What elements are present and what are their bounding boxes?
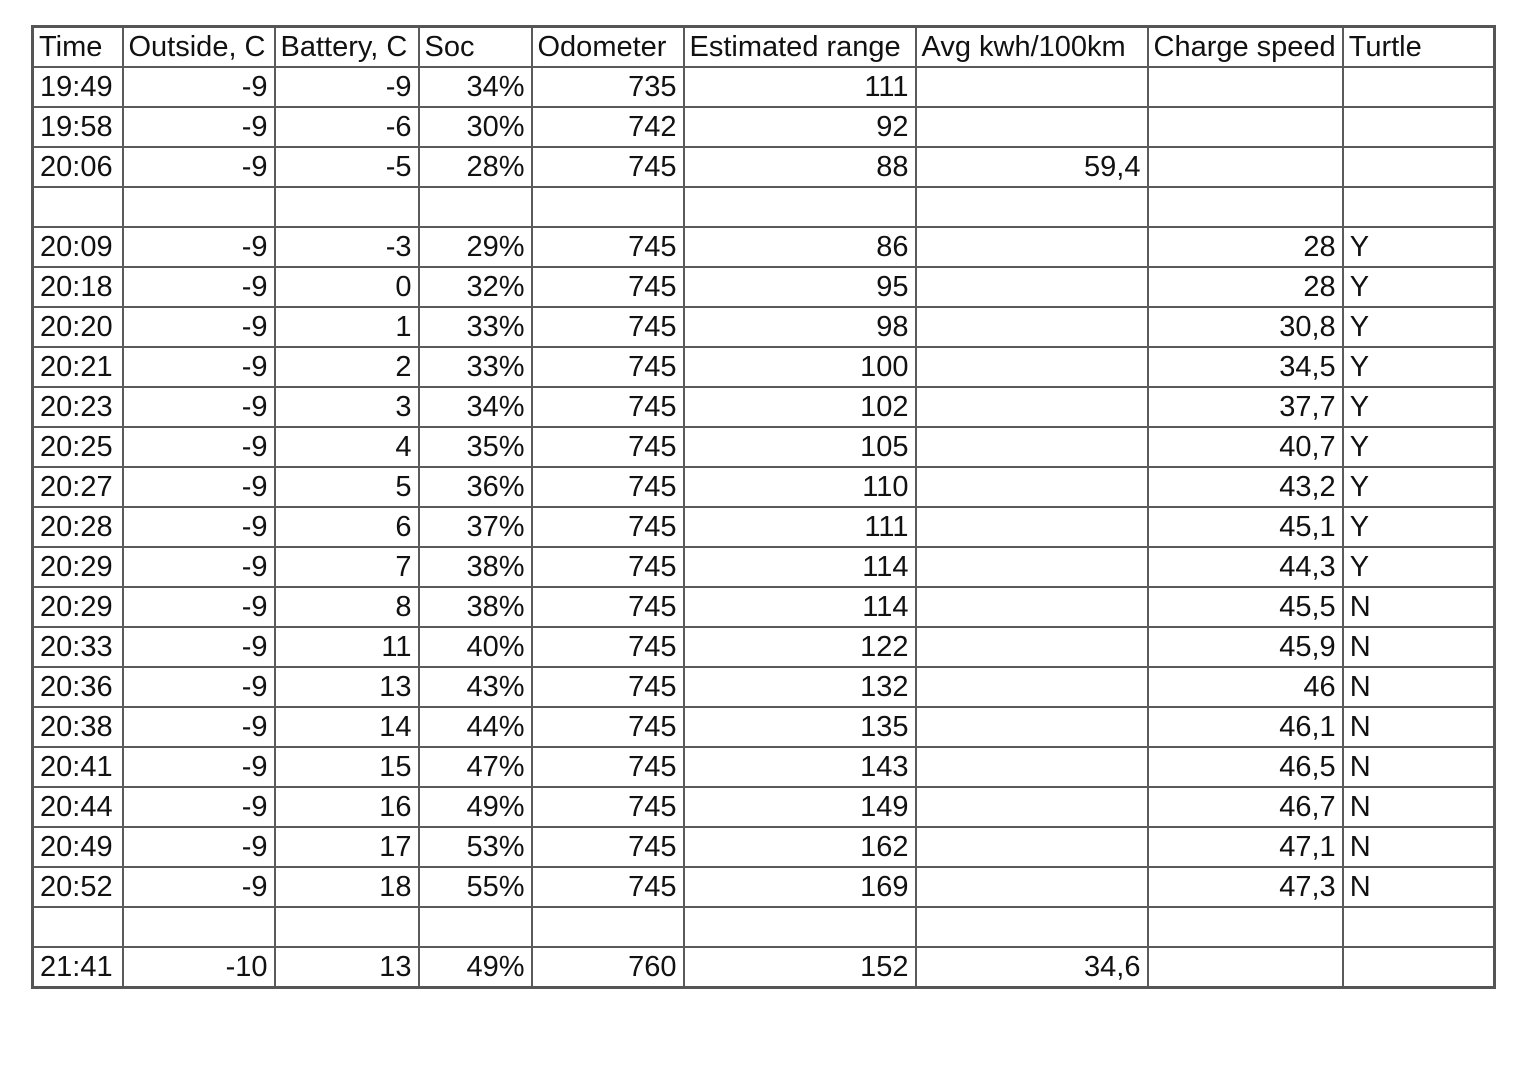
cell-battery-temp: 13	[275, 947, 419, 988]
cell-outside-temp: -9	[123, 507, 275, 547]
cell-estimated-range: 162	[684, 827, 916, 867]
cell-estimated-range: 105	[684, 427, 916, 467]
cell-estimated-range: 143	[684, 747, 916, 787]
cell-turtle: N	[1343, 667, 1495, 707]
cell-turtle: Y	[1343, 387, 1495, 427]
cell-soc: 34%	[419, 67, 532, 107]
cell-soc: 47%	[419, 747, 532, 787]
cell-battery-temp: 4	[275, 427, 419, 467]
cell-soc: 55%	[419, 867, 532, 907]
cell-soc: 49%	[419, 947, 532, 988]
cell-soc: 40%	[419, 627, 532, 667]
cell-battery-temp: 7	[275, 547, 419, 587]
cell-battery-temp: 6	[275, 507, 419, 547]
cell-turtle: N	[1343, 587, 1495, 627]
table-row	[33, 827, 1495, 867]
cell-time: 19:58	[33, 107, 123, 147]
cell-charge-speed: 47,3	[1148, 867, 1343, 907]
header-avg-consumption: Avg kwh/100km	[916, 27, 1148, 68]
cell-time: 20:23	[33, 387, 123, 427]
cell-odometer: 745	[532, 427, 684, 467]
cell-charge-speed: 37,7	[1148, 387, 1343, 427]
cell-avg-consumption	[916, 787, 1148, 827]
cell-charge-speed: 45,9	[1148, 627, 1343, 667]
cell-avg-consumption	[916, 627, 1148, 667]
cell-charge-speed: 45,5	[1148, 587, 1343, 627]
table-row	[33, 347, 1495, 387]
cell-turtle	[1343, 67, 1495, 107]
cell-soc	[419, 187, 532, 227]
cell-odometer: 745	[532, 267, 684, 307]
cell-estimated-range	[684, 187, 916, 227]
cell-odometer: 745	[532, 387, 684, 427]
cell-charge-speed: 47,1	[1148, 827, 1343, 867]
header-time: Time	[33, 27, 123, 68]
cell-estimated-range: 169	[684, 867, 916, 907]
cell-soc: 33%	[419, 307, 532, 347]
table-row	[33, 707, 1495, 747]
cell-soc: 38%	[419, 587, 532, 627]
cell-time: 20:21	[33, 347, 123, 387]
cell-outside-temp: -9	[123, 307, 275, 347]
cell-turtle: N	[1343, 787, 1495, 827]
cell-turtle: N	[1343, 707, 1495, 747]
cell-avg-consumption	[916, 347, 1148, 387]
table-row	[33, 507, 1495, 547]
header-row	[33, 27, 1495, 68]
cell-odometer: 745	[532, 307, 684, 347]
cell-battery-temp: 8	[275, 587, 419, 627]
cell-charge-speed: 30,8	[1148, 307, 1343, 347]
cell-avg-consumption	[916, 267, 1148, 307]
cell-time: 20:06	[33, 147, 123, 187]
cell-estimated-range: 92	[684, 107, 916, 147]
cell-time: 20:27	[33, 467, 123, 507]
header-odometer: Odometer	[532, 27, 684, 68]
table-row	[33, 67, 1495, 107]
cell-outside-temp: -9	[123, 627, 275, 667]
cell-estimated-range: 149	[684, 787, 916, 827]
cell-time	[33, 907, 123, 947]
cell-battery-temp: 17	[275, 827, 419, 867]
cell-soc: 32%	[419, 267, 532, 307]
cell-estimated-range: 86	[684, 227, 916, 267]
cell-outside-temp: -9	[123, 267, 275, 307]
cell-estimated-range	[684, 907, 916, 947]
cell-turtle	[1343, 107, 1495, 147]
cell-avg-consumption	[916, 747, 1148, 787]
cell-time: 20:29	[33, 547, 123, 587]
cell-avg-consumption	[916, 427, 1148, 467]
cell-charge-speed: 43,2	[1148, 467, 1343, 507]
cell-estimated-range: 152	[684, 947, 916, 988]
cell-avg-consumption	[916, 907, 1148, 947]
cell-charge-speed: 34,5	[1148, 347, 1343, 387]
cell-odometer: 745	[532, 827, 684, 867]
cell-battery-temp: 18	[275, 867, 419, 907]
cell-soc: 34%	[419, 387, 532, 427]
cell-outside-temp: -9	[123, 787, 275, 827]
cell-soc: 29%	[419, 227, 532, 267]
table-row	[33, 787, 1495, 827]
cell-soc: 43%	[419, 667, 532, 707]
cell-soc: 30%	[419, 107, 532, 147]
cell-turtle: Y	[1343, 227, 1495, 267]
cell-outside-temp: -9	[123, 467, 275, 507]
cell-charge-speed	[1148, 147, 1343, 187]
cell-soc: 28%	[419, 147, 532, 187]
cell-battery-temp: 3	[275, 387, 419, 427]
cell-odometer	[532, 907, 684, 947]
cell-soc: 35%	[419, 427, 532, 467]
cell-outside-temp: -10	[123, 947, 275, 988]
cell-estimated-range: 110	[684, 467, 916, 507]
cell-odometer: 745	[532, 507, 684, 547]
cell-turtle: Y	[1343, 507, 1495, 547]
cell-odometer: 745	[532, 627, 684, 667]
cell-odometer	[532, 187, 684, 227]
cell-charge-speed: 46	[1148, 667, 1343, 707]
cell-turtle: N	[1343, 627, 1495, 667]
header-estimated-range: Estimated range	[684, 27, 916, 68]
cell-charge-speed	[1148, 107, 1343, 147]
cell-time: 19:49	[33, 67, 123, 107]
cell-avg-consumption: 34,6	[916, 947, 1148, 988]
cell-battery-temp: 5	[275, 467, 419, 507]
cell-estimated-range: 132	[684, 667, 916, 707]
cell-outside-temp: -9	[123, 547, 275, 587]
data-table	[31, 25, 1496, 989]
cell-charge-speed	[1148, 947, 1343, 988]
cell-battery-temp: 2	[275, 347, 419, 387]
table-row	[33, 907, 1495, 947]
cell-time: 20:49	[33, 827, 123, 867]
cell-turtle: N	[1343, 827, 1495, 867]
cell-estimated-range: 114	[684, 547, 916, 587]
cell-estimated-range: 111	[684, 507, 916, 547]
cell-battery-temp: 0	[275, 267, 419, 307]
cell-avg-consumption	[916, 507, 1148, 547]
cell-outside-temp: -9	[123, 227, 275, 267]
cell-battery-temp: 1	[275, 307, 419, 347]
cell-turtle	[1343, 187, 1495, 227]
cell-time: 20:25	[33, 427, 123, 467]
table-row	[33, 267, 1495, 307]
table-row	[33, 947, 1495, 988]
cell-battery-temp: 14	[275, 707, 419, 747]
table-row	[33, 627, 1495, 667]
table-row	[33, 187, 1495, 227]
cell-outside-temp: -9	[123, 107, 275, 147]
cell-outside-temp: -9	[123, 747, 275, 787]
cell-estimated-range: 111	[684, 67, 916, 107]
cell-avg-consumption	[916, 187, 1148, 227]
cell-charge-speed: 46,1	[1148, 707, 1343, 747]
cell-turtle: Y	[1343, 267, 1495, 307]
cell-avg-consumption: 59,4	[916, 147, 1148, 187]
cell-time: 20:20	[33, 307, 123, 347]
cell-battery-temp: 13	[275, 667, 419, 707]
cell-battery-temp: -9	[275, 67, 419, 107]
cell-charge-speed: 46,5	[1148, 747, 1343, 787]
cell-odometer: 745	[532, 587, 684, 627]
cell-charge-speed: 28	[1148, 227, 1343, 267]
cell-charge-speed	[1148, 67, 1343, 107]
header-turtle: Turtle	[1343, 27, 1495, 68]
cell-odometer: 745	[532, 227, 684, 267]
table-row	[33, 587, 1495, 627]
cell-turtle: Y	[1343, 427, 1495, 467]
cell-turtle: N	[1343, 747, 1495, 787]
cell-estimated-range: 122	[684, 627, 916, 667]
cell-soc: 49%	[419, 787, 532, 827]
cell-avg-consumption	[916, 467, 1148, 507]
cell-odometer: 745	[532, 707, 684, 747]
cell-avg-consumption	[916, 547, 1148, 587]
header-outside-temp: Outside, C	[123, 27, 275, 68]
cell-time: 20:33	[33, 627, 123, 667]
cell-turtle	[1343, 147, 1495, 187]
cell-estimated-range: 135	[684, 707, 916, 747]
cell-outside-temp: -9	[123, 387, 275, 427]
cell-battery-temp	[275, 187, 419, 227]
cell-odometer: 735	[532, 67, 684, 107]
cell-turtle: Y	[1343, 307, 1495, 347]
table-row	[33, 747, 1495, 787]
cell-time: 20:36	[33, 667, 123, 707]
cell-estimated-range: 102	[684, 387, 916, 427]
table-row	[33, 227, 1495, 267]
header-charge-speed: Charge speed	[1148, 27, 1343, 68]
cell-estimated-range: 98	[684, 307, 916, 347]
cell-odometer: 760	[532, 947, 684, 988]
cell-turtle	[1343, 907, 1495, 947]
cell-battery-temp: 16	[275, 787, 419, 827]
cell-battery-temp: -5	[275, 147, 419, 187]
cell-soc: 38%	[419, 547, 532, 587]
cell-avg-consumption	[916, 307, 1148, 347]
cell-battery-temp	[275, 907, 419, 947]
table-row	[33, 547, 1495, 587]
cell-time: 20:18	[33, 267, 123, 307]
cell-time: 20:44	[33, 787, 123, 827]
cell-charge-speed: 40,7	[1148, 427, 1343, 467]
table-row	[33, 667, 1495, 707]
cell-turtle: Y	[1343, 467, 1495, 507]
cell-avg-consumption	[916, 107, 1148, 147]
cell-avg-consumption	[916, 587, 1148, 627]
cell-charge-speed: 28	[1148, 267, 1343, 307]
cell-turtle: N	[1343, 867, 1495, 907]
table-row	[33, 147, 1495, 187]
cell-charge-speed	[1148, 907, 1343, 947]
table-row	[33, 427, 1495, 467]
cell-soc: 44%	[419, 707, 532, 747]
cell-outside-temp: -9	[123, 427, 275, 467]
cell-charge-speed: 46,7	[1148, 787, 1343, 827]
cell-time: 20:38	[33, 707, 123, 747]
cell-odometer: 745	[532, 347, 684, 387]
cell-avg-consumption	[916, 667, 1148, 707]
cell-time: 20:52	[33, 867, 123, 907]
table-row	[33, 467, 1495, 507]
cell-time: 20:29	[33, 587, 123, 627]
cell-outside-temp: -9	[123, 67, 275, 107]
cell-time: 20:41	[33, 747, 123, 787]
cell-battery-temp: 11	[275, 627, 419, 667]
cell-soc: 36%	[419, 467, 532, 507]
cell-turtle	[1343, 947, 1495, 988]
cell-odometer: 742	[532, 107, 684, 147]
cell-soc: 33%	[419, 347, 532, 387]
cell-turtle: Y	[1343, 547, 1495, 587]
header-soc: Soc	[419, 27, 532, 68]
cell-time: 20:09	[33, 227, 123, 267]
cell-odometer: 745	[532, 147, 684, 187]
cell-odometer: 745	[532, 867, 684, 907]
cell-avg-consumption	[916, 387, 1148, 427]
cell-avg-consumption	[916, 867, 1148, 907]
cell-time: 20:28	[33, 507, 123, 547]
table-row	[33, 107, 1495, 147]
cell-odometer: 745	[532, 667, 684, 707]
cell-soc: 37%	[419, 507, 532, 547]
header-battery-temp: Battery, C	[275, 27, 419, 68]
table-row	[33, 307, 1495, 347]
cell-turtle: Y	[1343, 347, 1495, 387]
cell-estimated-range: 95	[684, 267, 916, 307]
cell-avg-consumption	[916, 227, 1148, 267]
cell-odometer: 745	[532, 467, 684, 507]
cell-battery-temp: -3	[275, 227, 419, 267]
cell-soc	[419, 907, 532, 947]
cell-outside-temp: -9	[123, 827, 275, 867]
cell-charge-speed: 44,3	[1148, 547, 1343, 587]
cell-estimated-range: 114	[684, 587, 916, 627]
cell-time: 21:41	[33, 947, 123, 988]
cell-outside-temp: -9	[123, 707, 275, 747]
cell-odometer: 745	[532, 547, 684, 587]
cell-outside-temp: -9	[123, 147, 275, 187]
cell-estimated-range: 100	[684, 347, 916, 387]
cell-time	[33, 187, 123, 227]
cell-soc: 53%	[419, 827, 532, 867]
cell-outside-temp	[123, 187, 275, 227]
cell-odometer: 745	[532, 747, 684, 787]
cell-battery-temp: -6	[275, 107, 419, 147]
cell-estimated-range: 88	[684, 147, 916, 187]
cell-outside-temp: -9	[123, 347, 275, 387]
cell-avg-consumption	[916, 827, 1148, 867]
cell-outside-temp: -9	[123, 667, 275, 707]
cell-avg-consumption	[916, 67, 1148, 107]
cell-charge-speed: 45,1	[1148, 507, 1343, 547]
cell-odometer: 745	[532, 787, 684, 827]
cell-outside-temp	[123, 907, 275, 947]
cell-battery-temp: 15	[275, 747, 419, 787]
table-row	[33, 387, 1495, 427]
cell-avg-consumption	[916, 707, 1148, 747]
cell-outside-temp: -9	[123, 867, 275, 907]
cell-charge-speed	[1148, 187, 1343, 227]
table-row	[33, 867, 1495, 907]
cell-outside-temp: -9	[123, 587, 275, 627]
